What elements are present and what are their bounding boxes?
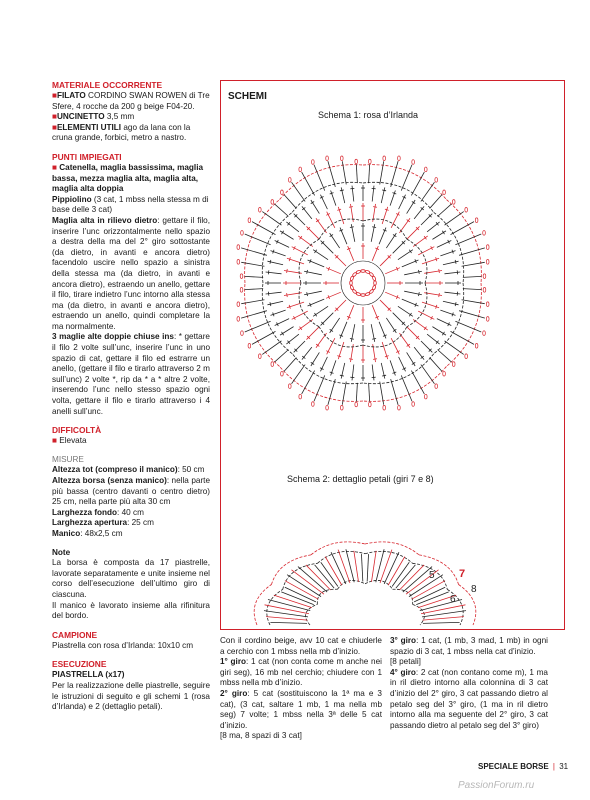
petal-stitch-mark bbox=[401, 375, 412, 401]
picot-mark bbox=[475, 218, 478, 223]
difficolta-value: ■ Elevata bbox=[52, 436, 87, 446]
stitch-mark bbox=[280, 327, 294, 336]
detail-stitch-mark bbox=[346, 549, 354, 582]
stitch-mark bbox=[432, 231, 446, 240]
bullet-square-icon: ■ bbox=[52, 122, 57, 132]
chain-stitch-mark bbox=[361, 270, 365, 273]
crochet-diagrams bbox=[220, 80, 565, 630]
stitch-mark bbox=[444, 272, 460, 274]
detail-stitch-mark bbox=[409, 575, 443, 597]
picot-mark bbox=[326, 156, 329, 161]
picot-mark bbox=[241, 331, 244, 336]
detail-stitch-mark bbox=[376, 549, 384, 582]
petal-label-7: 7 bbox=[459, 568, 466, 580]
picot-mark bbox=[326, 405, 329, 410]
stitch-mark bbox=[372, 364, 374, 380]
stitch-mark bbox=[380, 300, 391, 311]
stitch-mark bbox=[421, 214, 432, 225]
chain-stitch-mark bbox=[350, 281, 353, 285]
difficolta-heading: DIFFICOLTÀ bbox=[52, 425, 102, 436]
petal-stitch-mark bbox=[245, 276, 264, 277]
picot-mark bbox=[259, 354, 262, 359]
detail-scallop bbox=[318, 551, 366, 563]
chain-stitch-mark bbox=[356, 270, 361, 274]
punti-heading: PUNTI IMPIEGATI bbox=[52, 151, 122, 162]
altezza-borsa: Altezza borsa (senza manico): nella parte più bassa (centro davanti o centro dietro) 25 cm, nella parte più alta 30 cm bbox=[52, 476, 210, 507]
petal-stitch-mark bbox=[455, 321, 481, 332]
picot-mark bbox=[355, 402, 358, 407]
petal-stitch-mark bbox=[459, 311, 485, 318]
stitch-cross-mark bbox=[350, 227, 354, 228]
detail-stitch-mark bbox=[380, 550, 392, 583]
stitch-cross-mark bbox=[393, 329, 396, 331]
petal-stitch-mark bbox=[463, 276, 482, 277]
detail-stitch-mark bbox=[270, 622, 307, 623]
note-heading: Note bbox=[52, 547, 71, 557]
detail-stitch-mark bbox=[423, 622, 460, 623]
picot-mark bbox=[271, 200, 274, 205]
punti-list: ■ Catenella, maglia bassissima, maglia bassa, mezza maglia alta, maglia alta, maglia alta doppia bbox=[52, 162, 204, 194]
stitch-mark bbox=[335, 255, 346, 266]
petal-stitch-mark bbox=[401, 165, 412, 191]
esecuzione-heading: ESECUZIONE bbox=[52, 659, 107, 670]
note-text-2: Il manico è lavorato insieme alla rifinitura del bordo. bbox=[52, 600, 210, 621]
stitch-mark bbox=[266, 272, 282, 274]
instructions-col-1: Con il cordino beige, avv 10 cat e chiuderle a cerchio con 1 mbss nella mb d’inizio. 1° giro: 1 cat (non conta come m anche nei giri seg), 16 mb nel cerchio; chiudere con 1 mbss nella mb d’inizio. 2° giro: 5 cat (sostituiscono la 1ª ma e 3 cat), (3 cat, saltare 1 mb, 1 ma nella mb seg) 7 volte; 1 mbss nella 3ª delle 5 cat d’inizio. [8 ma, 8 spazi di 3 cat] bbox=[220, 636, 382, 741]
filato-line: ■FILATO CORDINO SWAN ROWEN di Tre Sfere, 4 rocche da 200 g beige F04-20. bbox=[52, 91, 210, 111]
petal-stitch-mark bbox=[328, 379, 335, 405]
petal-stitch-mark bbox=[262, 341, 281, 355]
picot-mark bbox=[259, 208, 262, 213]
note-text-1: La borsa è composta da 17 piastrelle, lavorate separatamente e unite insieme nel corso dell’esecuzione dell’ultimo giro di ciascuna. bbox=[52, 558, 210, 599]
picot-mark bbox=[355, 159, 358, 164]
picot-mark bbox=[289, 384, 292, 389]
bullet-square-icon: ■ bbox=[52, 162, 57, 172]
picot-mark bbox=[237, 317, 240, 322]
petal-stitch-mark bbox=[391, 379, 398, 405]
petal-stitch-mark bbox=[463, 289, 482, 290]
stitch-cross-mark bbox=[407, 344, 410, 346]
stitch-cross-mark bbox=[287, 269, 288, 273]
scheme1-irish-rose-diagram bbox=[237, 156, 489, 410]
petal-stitch-mark bbox=[292, 182, 306, 201]
petal-stitch-mark bbox=[430, 195, 442, 209]
detail-stitch-mark bbox=[422, 611, 466, 617]
stitch-mark bbox=[280, 231, 294, 240]
stitch-cross-mark bbox=[373, 359, 377, 360]
manico: Manico: 48x2,5 cm bbox=[52, 528, 123, 538]
campione-text: Piastrella con rosa d’Irlanda: 10x10 cm bbox=[52, 640, 194, 650]
stitch-mark bbox=[414, 347, 424, 360]
stitch-cross-mark bbox=[270, 302, 271, 306]
stitch-cross-mark bbox=[393, 234, 396, 236]
stitch-cross-mark bbox=[455, 302, 456, 306]
petal-stitch-mark bbox=[241, 248, 267, 255]
stitch-cross-mark bbox=[307, 292, 308, 296]
picot-mark bbox=[483, 331, 486, 336]
picot-mark bbox=[443, 190, 446, 195]
detail-stitch-mark bbox=[338, 550, 350, 583]
stitch-cross-mark bbox=[330, 234, 333, 236]
detail-stitch-mark bbox=[298, 567, 327, 592]
picot-mark bbox=[369, 402, 372, 407]
picot-mark bbox=[240, 274, 243, 279]
petal-stitch-mark bbox=[245, 321, 271, 332]
stitch-cross-mark bbox=[382, 375, 386, 376]
picot-mark bbox=[435, 178, 438, 183]
stitch-cross-mark bbox=[419, 270, 420, 274]
picot-mark bbox=[424, 167, 427, 172]
picot-mark bbox=[483, 288, 486, 293]
piastrella-text: Per la realizzazione delle piastrelle, seguire le istruzioni di seguito e gli schemi 1 (rosa d’Irlanda) e 2 (dettaglio petali). bbox=[52, 680, 210, 712]
picot-mark bbox=[237, 302, 240, 307]
picot-mark bbox=[483, 231, 486, 236]
page-footer: SPECIALE BORSE | 31 bbox=[478, 762, 569, 771]
picot-mark bbox=[465, 354, 468, 359]
petal-label-6: 6 bbox=[450, 594, 456, 605]
stitch-mark bbox=[320, 195, 327, 209]
stitch-mark bbox=[352, 364, 354, 380]
stitch-cross-mark bbox=[350, 339, 354, 340]
bullet-square-icon: ■ bbox=[52, 112, 57, 122]
picot-mark bbox=[486, 260, 489, 265]
picot-mark bbox=[424, 394, 427, 399]
stitch-cross-mark bbox=[424, 327, 426, 330]
detail-stitch-mark bbox=[421, 605, 465, 614]
detail-stitch-mark bbox=[361, 554, 362, 581]
chain-stitch-mark bbox=[372, 276, 376, 281]
stitch-mark bbox=[286, 334, 299, 344]
petal-stitch-mark bbox=[314, 165, 325, 191]
rilievo-def: Maglia alta in rilievo dietro: gettare il filo, inserire l’unc orizzontalmente nello spazio a destra della ma del 2° giro sottostante (da dietro, in avanti e ancora dietro) facendolo uscire nello spazio a sinistra della stessa ma (da dietro, in avanti e ancora dietro), estraendo un anello, gettare il filo, tirare indietro l’unc intorno alla stessa ma (da dietro, in avanti e ancora dietro), estraendo un anello, quindi completare la ma normalmente. bbox=[52, 215, 211, 331]
stitch-mark bbox=[311, 200, 320, 214]
stitch-cross-mark bbox=[316, 220, 319, 222]
stitch-cross-mark bbox=[340, 190, 344, 191]
petal-stitch-mark bbox=[328, 161, 335, 187]
picot-mark bbox=[398, 405, 401, 410]
elementi-line: ■ELEMENTI UTILI ago da lana con la cruna grande, forbici, metro a nastro. bbox=[52, 122, 191, 143]
picot-mark bbox=[465, 208, 468, 213]
schemes-heading: SCHEMI bbox=[228, 91, 267, 102]
picot-mark bbox=[312, 160, 315, 165]
picot-mark bbox=[248, 218, 251, 223]
picot-mark bbox=[241, 231, 244, 236]
picot-mark bbox=[383, 156, 386, 161]
tre-maglie-def: 3 maglie alte doppie chiuse ins: * gettare il filo 2 volte sull’unc, inserire l’unc in uno spazio di cat, gettare il filo ed estrarre un anello, (gettare il filo e tirarlo attraverso 2 m sull’unc) 2 volte *, rip da * a * altre 2 volte, inserendo l’unc nello stesso spazio ogni volta, gettare il filo e tirarlo attraverso i 4 anelli sull’unc. bbox=[52, 332, 210, 416]
picot-mark bbox=[412, 160, 415, 165]
altezza-tot: Altezza tot (compreso il manico): 50 cm bbox=[52, 465, 205, 475]
petal-label-8: 8 bbox=[471, 584, 477, 595]
scheme1-caption: Schema 1: rosa d’Irlanda bbox=[318, 110, 419, 120]
picot-mark bbox=[369, 159, 372, 164]
chain-stitch-mark bbox=[350, 285, 354, 290]
stitch-mark bbox=[444, 292, 460, 294]
stitch-cross-mark bbox=[382, 190, 386, 191]
picot-mark bbox=[486, 245, 489, 250]
stitch-mark bbox=[275, 319, 289, 326]
picot-mark bbox=[281, 371, 284, 376]
petal-stitch-mark bbox=[284, 358, 296, 372]
detail-stitch-mark bbox=[264, 611, 308, 617]
detail-stitch-mark bbox=[403, 567, 432, 592]
stitch-mark bbox=[399, 357, 406, 371]
picot-mark bbox=[271, 362, 274, 367]
petal-stitch-mark bbox=[245, 234, 271, 245]
petal-stitch-mark bbox=[421, 365, 435, 384]
petal-stitch-mark bbox=[445, 341, 464, 355]
materiale-heading: MATERIALE OCCORRENTE bbox=[52, 80, 163, 90]
picot-mark bbox=[443, 371, 446, 376]
stitch-cross-mark bbox=[307, 270, 308, 274]
larghezza-apertura: Larghezza apertura: 25 cm bbox=[52, 518, 154, 528]
petal-stitch-mark bbox=[438, 350, 452, 362]
petal-stitch-mark bbox=[262, 212, 281, 226]
petal-stitch-mark bbox=[369, 383, 370, 402]
petal-stitch-mark bbox=[430, 358, 442, 372]
bullet-square-icon: ■ bbox=[52, 436, 57, 446]
stitch-cross-mark bbox=[316, 344, 319, 346]
stitch-cross-mark bbox=[419, 292, 420, 296]
stitch-cross-mark bbox=[407, 220, 410, 222]
petal-stitch-mark bbox=[391, 161, 398, 187]
stitch-cross-mark bbox=[330, 329, 333, 331]
stitch-mark bbox=[352, 186, 354, 202]
petal-stitch-mark bbox=[245, 289, 264, 290]
petal-stitch-mark bbox=[421, 182, 435, 201]
stitch-cross-mark bbox=[372, 339, 376, 340]
stitch-cross-mark bbox=[409, 313, 411, 316]
scheme2-caption: Schema 2: dettaglio petali (giri 7 e 8) bbox=[287, 474, 434, 484]
center-ring bbox=[341, 261, 385, 305]
uncinetto-line: ■UNCINETTO 3,5 mm bbox=[52, 112, 135, 122]
petal-stitch-mark bbox=[459, 248, 485, 255]
petal-stitch-mark bbox=[284, 195, 296, 209]
stitch-mark bbox=[427, 334, 440, 344]
stitch-cross-mark bbox=[314, 250, 316, 253]
stitch-mark bbox=[311, 352, 320, 366]
detail-stitch-mark bbox=[291, 570, 324, 594]
stitch-mark bbox=[414, 206, 424, 219]
stitch-cross-mark bbox=[300, 327, 302, 330]
picot-mark bbox=[452, 200, 455, 205]
stitch-mark bbox=[372, 186, 374, 202]
picot-mark bbox=[299, 394, 302, 399]
detail-stitch-mark bbox=[423, 617, 464, 620]
petal-stitch-mark bbox=[356, 165, 357, 184]
stitch-mark bbox=[302, 347, 312, 360]
detail-stitch-mark bbox=[371, 551, 376, 582]
picot-mark bbox=[486, 317, 489, 322]
stitch-mark bbox=[399, 195, 406, 209]
stitch-cross-mark bbox=[409, 250, 411, 253]
detail-stitch-mark bbox=[265, 605, 309, 614]
detail-scallop bbox=[254, 585, 271, 626]
larghezza-fondo: Larghezza fondo: 40 cm bbox=[52, 507, 144, 517]
petal-stitch-mark bbox=[241, 311, 267, 318]
bullet-square-icon: ■ bbox=[52, 91, 57, 100]
picot-mark bbox=[412, 402, 415, 407]
detail-stitch-mark bbox=[287, 575, 321, 597]
picot-mark bbox=[240, 288, 243, 293]
detail-stitch-mark bbox=[367, 554, 368, 581]
stitch-mark bbox=[335, 300, 346, 311]
stitch-mark bbox=[407, 352, 416, 366]
petal-stitch-mark bbox=[275, 350, 289, 362]
stitch-cross-mark bbox=[287, 293, 288, 297]
picot-mark bbox=[341, 156, 344, 161]
stitch-cross-mark bbox=[314, 313, 316, 316]
petal-stitch-mark bbox=[455, 234, 481, 245]
picot-mark bbox=[299, 167, 302, 172]
stitch-cross-mark bbox=[349, 359, 353, 360]
stitch-mark bbox=[266, 292, 282, 294]
stitch-mark bbox=[432, 327, 446, 336]
watermark: PassionForum.ru bbox=[458, 780, 535, 791]
stitch-mark bbox=[437, 319, 451, 326]
picot-mark bbox=[312, 402, 315, 407]
petal-stitch-mark bbox=[438, 204, 452, 216]
stitch-mark bbox=[294, 341, 305, 352]
chain-stitch-mark bbox=[374, 281, 377, 285]
picot-mark bbox=[486, 302, 489, 307]
stitch-mark bbox=[380, 255, 391, 266]
piastrella-heading: PIASTRELLA (x17) bbox=[52, 670, 125, 680]
campione-heading: CAMPIONE bbox=[52, 629, 98, 640]
stitch-mark bbox=[437, 240, 451, 247]
stitch-mark bbox=[320, 357, 327, 371]
petal-label-5: 5 bbox=[429, 570, 435, 581]
stitch-mark bbox=[294, 214, 305, 225]
instructions-col-2: 3° giro: 1 cat, (1 mb, 3 mad, 1 mb) in ogni spazio di 3 cat, 1 mbss nella cat d’inizio. [8 petali] 4° giro: 2 cat (non contano come m), 1 ma in ril dietro intorno alla colonnina di 3 cat d’inizio del 2° giro, 3 cat passando dietro al petalo seg del 3° giro, (1 ma in ril dietro intorno alla ma seguente del 2° giro, 3 cat passando dietro al petalo seg del 3° giro) bbox=[390, 636, 548, 730]
chain-stitch-mark bbox=[361, 294, 365, 297]
detail-stitch-mark bbox=[266, 617, 307, 620]
stitch-mark bbox=[302, 206, 312, 219]
stitch-mark bbox=[407, 200, 416, 214]
scheme2-petal-detail-diagram bbox=[254, 542, 476, 625]
stitch-cross-mark bbox=[340, 375, 344, 376]
stitch-cross-mark bbox=[349, 207, 353, 208]
picot-mark bbox=[475, 343, 478, 348]
stitch-cross-mark bbox=[455, 260, 456, 264]
picot-mark bbox=[341, 405, 344, 410]
stitch-mark bbox=[275, 240, 289, 247]
stitch-mark bbox=[286, 222, 299, 232]
detail-scallop bbox=[365, 551, 413, 563]
stitch-cross-mark bbox=[424, 236, 426, 239]
detail-stitch-mark bbox=[354, 551, 359, 582]
stitch-cross-mark bbox=[439, 269, 440, 273]
stitch-cross-mark bbox=[270, 260, 271, 264]
stitch-cross-mark bbox=[439, 293, 440, 297]
picot-mark bbox=[435, 384, 438, 389]
stitch-cross-mark bbox=[373, 207, 377, 208]
petal-stitch-mark bbox=[292, 365, 306, 384]
stitch-cross-mark bbox=[372, 227, 376, 228]
petal-stitch-mark bbox=[275, 204, 289, 216]
picot-mark bbox=[289, 178, 292, 183]
picot-mark bbox=[398, 156, 401, 161]
footer-divider: | bbox=[552, 762, 555, 771]
stitch-mark bbox=[421, 341, 432, 352]
picot-mark bbox=[483, 274, 486, 279]
petal-stitch-mark bbox=[356, 383, 357, 402]
picot-mark bbox=[237, 245, 240, 250]
petal-stitch-mark bbox=[369, 165, 370, 184]
picot-mark bbox=[452, 362, 455, 367]
materials-sidebar bbox=[52, 80, 210, 713]
pippiolino-def: Pippiolino (3 cat, 1 mbss nella stessa m di base delle 3 cat) bbox=[52, 194, 209, 215]
chain-stitch-mark bbox=[365, 292, 370, 296]
picot-mark bbox=[237, 260, 240, 265]
stitch-cross-mark bbox=[300, 236, 302, 239]
picot-mark bbox=[248, 343, 251, 348]
misure-heading: MISURE bbox=[52, 454, 84, 464]
picot-mark bbox=[281, 190, 284, 195]
petal-stitch-mark bbox=[445, 212, 464, 226]
petal-stitch-mark bbox=[314, 375, 325, 401]
picot-mark bbox=[383, 405, 386, 410]
stitch-mark bbox=[427, 222, 440, 232]
